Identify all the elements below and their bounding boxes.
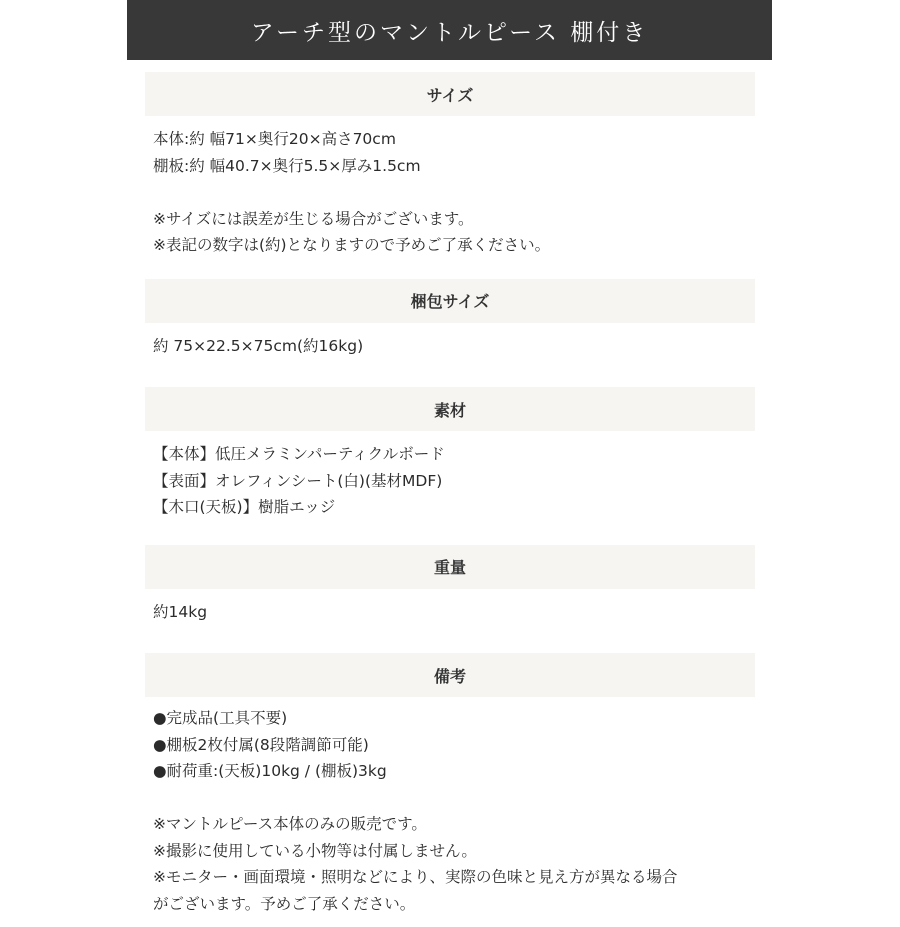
weight-line: 約14kg <box>153 602 208 621</box>
section-title-package: 梱包サイズ <box>145 279 755 323</box>
size-line-body: 本体:約 幅71×奥行20×高さ70cm <box>153 130 396 148</box>
material-section <box>145 387 755 535</box>
notes-details <box>145 697 755 917</box>
notes-line: ●耐荷重:(天板)10kg / (棚板)3kg <box>153 762 387 780</box>
page-title: アーチ型のマントルピース 棚付き <box>127 0 772 60</box>
notes-remark: ※モニター・画面環境・照明などにより、実際の色味と見え方が異なる場合 <box>153 868 678 886</box>
size-line-shelf: 棚板:約 幅40.7×奥行5.5×厚み1.5cm <box>153 156 421 175</box>
material-line: 【本体】低圧メラミンパーティクルボード <box>153 445 445 463</box>
size-note: ※表記の数字は(約)となりますので予めご了承ください。 <box>153 236 551 254</box>
section-title-notes: 備考 <box>145 653 755 697</box>
spacer <box>153 179 755 206</box>
spec-table <box>145 72 755 927</box>
notes-remark: ※マントルピース本体のみの販売です。 <box>153 815 427 833</box>
section-title-size: サイズ <box>145 72 755 116</box>
package-details <box>145 323 755 378</box>
notes-remark: ※撮影に使用している小物等は付属しません。 <box>153 841 477 860</box>
weight-section <box>145 545 755 644</box>
package-section <box>145 279 755 378</box>
size-details <box>145 116 755 269</box>
package-size-line: 約 75×22.5×75cm(約16kg) <box>153 336 364 355</box>
size-section <box>145 72 755 269</box>
notes-line: ●完成品(工具不要) <box>153 709 288 727</box>
notes-remark: がございます。予めご了承ください。 <box>153 894 416 913</box>
material-line: 【表面】オレフィンシート(白)(基材MDF) <box>153 471 443 490</box>
weight-details <box>145 589 755 644</box>
notes-line: ●棚板2枚付属(8段階調節可能) <box>153 735 369 754</box>
notes-section <box>145 653 755 917</box>
section-title-weight: 重量 <box>145 545 755 589</box>
material-details <box>145 431 755 535</box>
spacer <box>153 785 755 812</box>
material-line: 【木口(天板)】樹脂エッジ <box>153 498 336 516</box>
size-note: ※サイズには誤差が生じる場合がございます。 <box>153 209 474 228</box>
section-title-material: 素材 <box>145 387 755 431</box>
